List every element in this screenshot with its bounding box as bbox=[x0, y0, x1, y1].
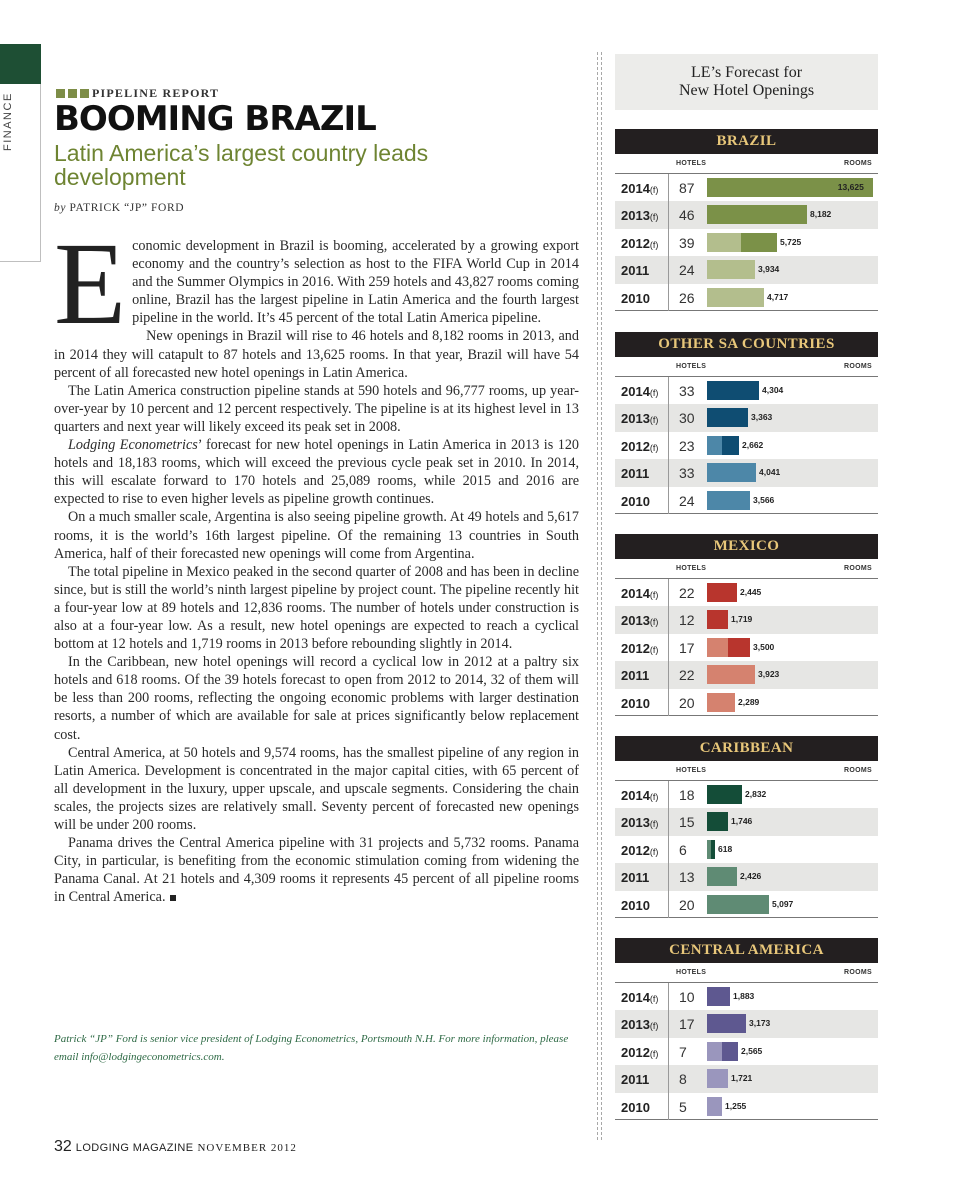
chart-row bbox=[615, 781, 878, 808]
rooms-bar bbox=[707, 288, 764, 307]
rooms-value: 3,566 bbox=[753, 494, 775, 505]
year-label: 2013(f) bbox=[621, 411, 659, 427]
rooms-value: 3,934 bbox=[758, 264, 780, 275]
year-label: 2010 bbox=[621, 493, 650, 509]
forecast-marker: (f) bbox=[649, 819, 659, 830]
rooms-value: 2,565 bbox=[741, 1045, 763, 1056]
rooms-bar-fill bbox=[707, 895, 769, 914]
rooms-bar bbox=[707, 610, 728, 629]
rooms-bar bbox=[707, 463, 756, 482]
rooms-bar-forecast-part bbox=[741, 233, 777, 252]
rooms-bar-fill bbox=[707, 205, 807, 224]
article-paragraph: The Latin America construction pipeline stands at 590 hotels and 96,777 rooms, up year-over-year by 10 percent and 12 percent respectively. The pipeline is at its highest level in 13 quarters and next year will likely exceed its peak set in 2008. bbox=[54, 382, 579, 435]
rooms-value: 4,717 bbox=[767, 291, 789, 302]
rooms-bar-fill bbox=[707, 233, 741, 252]
chart-row bbox=[615, 661, 878, 688]
chart-rows bbox=[615, 377, 878, 514]
chart-title: MEXICO bbox=[615, 534, 878, 559]
rooms-bar bbox=[707, 895, 769, 914]
headline: BOOMING BRAZIL bbox=[54, 99, 376, 139]
rooms-bar bbox=[707, 638, 750, 657]
chart-caribbean bbox=[615, 736, 878, 921]
rooms-bar bbox=[707, 840, 715, 859]
year-label: 2013(f) bbox=[621, 208, 659, 224]
year-label: 2011 bbox=[621, 870, 650, 886]
rooms-value: 1,721 bbox=[731, 1073, 753, 1084]
rooms-value: 1,883 bbox=[733, 991, 755, 1001]
hotels-value: 15 bbox=[679, 814, 695, 831]
hotels-value: 39 bbox=[679, 234, 695, 251]
hotels-value: 7 bbox=[679, 1043, 687, 1060]
rooms-bar-fill bbox=[707, 1014, 746, 1033]
kicker-square-icon bbox=[68, 89, 77, 98]
page-number: 32 bbox=[54, 1138, 72, 1155]
hotels-value: 20 bbox=[679, 896, 695, 913]
chart-brazil bbox=[615, 129, 878, 314]
hotels-header: HOTELS bbox=[676, 767, 707, 774]
chart-row bbox=[615, 459, 878, 486]
article-paragraph: In the Caribbean, new hotel openings will record a cyclical low in 2012 at a paltry six hotels and 618 rooms. Of the 39 hotels forecast to open from 2012 to 2014, 32 of them will be less than 200 rooms, reflecting the ongoing economic problems with larger destination resorts, a number of which are available for sale at prices significantly below replacement cost. bbox=[54, 654, 579, 743]
rooms-bar-fill bbox=[707, 1069, 728, 1088]
hotels-value: 6 bbox=[679, 841, 687, 858]
hotels-value: 23 bbox=[679, 437, 695, 454]
hotels-value: 24 bbox=[679, 262, 695, 279]
rooms-header: ROOMS bbox=[844, 969, 872, 976]
year-label: 2010 bbox=[621, 1099, 650, 1115]
rooms-value: 1,746 bbox=[731, 816, 753, 827]
year-label: 2011 bbox=[621, 263, 650, 279]
hotels-header: HOTELS bbox=[676, 969, 707, 976]
rooms-bar bbox=[707, 693, 735, 712]
chart-other-sa-countries bbox=[615, 332, 878, 517]
year-label: 2013(f) bbox=[621, 613, 659, 629]
chart-row bbox=[615, 284, 878, 311]
year-label: 2011 bbox=[621, 668, 650, 684]
author-bio: Patrick “JP” Ford is senior vice president of Lodging Econometrics, Portsmouth N.H. For more information, please email info@lodgingeconometrics.com. bbox=[54, 1033, 569, 1063]
forecast-marker: (f) bbox=[649, 1021, 659, 1032]
article-paragraph: The total pipeline in Mexico peaked in the second quarter of 2008 and has been in decline since, but is still the world’s ninth largest pipeline by project count. The pipeline recently hit a four-year low at 89 hotels and 12,836 rooms. The number of hotels under construction is also at a four-year low. As a result, new hotel openings are expected to reach a cyclical bottom at 12 hotels and 1,719 rooms in 2013 before rebounding slightly in 2014. bbox=[54, 563, 579, 653]
year-label: 2011 bbox=[621, 1072, 650, 1088]
chart-title: CARIBBEAN bbox=[615, 736, 878, 761]
hotels-value: 17 bbox=[679, 1016, 695, 1033]
chart-row bbox=[615, 689, 878, 716]
rooms-header: ROOMS bbox=[844, 160, 872, 167]
chart-row bbox=[615, 174, 878, 201]
chart-row bbox=[615, 836, 878, 863]
year-label: 2010 bbox=[621, 290, 650, 306]
forecast-marker: (f) bbox=[649, 388, 659, 398]
year-label: 2012(f) bbox=[621, 1044, 659, 1060]
rooms-bar bbox=[707, 583, 737, 602]
rooms-value: 2,426 bbox=[740, 871, 762, 882]
rooms-value: 3,923 bbox=[758, 669, 780, 680]
rooms-bar-forecast-part bbox=[722, 436, 739, 455]
byline-by: by bbox=[54, 202, 67, 214]
chart-row bbox=[615, 1093, 878, 1120]
rooms-bar-forecast-part bbox=[722, 1042, 738, 1061]
chart-central-america bbox=[615, 938, 878, 1123]
rooms-bar-fill bbox=[707, 610, 728, 629]
rooms-bar-fill bbox=[707, 583, 737, 602]
year-label: 2011 bbox=[621, 466, 650, 482]
publication-name: Lodging Econometrics bbox=[68, 437, 198, 454]
forecast-marker: (f) bbox=[649, 1048, 659, 1059]
rooms-bar bbox=[707, 867, 737, 886]
article-paragraph: On a much smaller scale, Argentina is also seeing pipeline growth. At 49 hotels and 5,617 rooms, it is the world’s 16th largest pipeline. Of the remaining 13 countries in South America, half of their forecasted new openings will come from Argentina. bbox=[54, 509, 579, 562]
hotels-header: HOTELS bbox=[676, 160, 707, 167]
sidebar-title-line: LE’s Forecast for bbox=[690, 64, 803, 81]
chart-row bbox=[615, 606, 878, 633]
rooms-bar bbox=[707, 665, 755, 684]
rooms-value: 2,289 bbox=[738, 696, 760, 707]
hotels-value: 12 bbox=[679, 612, 695, 629]
article-body bbox=[54, 218, 580, 906]
rooms-header: ROOMS bbox=[844, 363, 872, 370]
hotels-value: 33 bbox=[679, 383, 695, 399]
hotels-header: HOTELS bbox=[676, 363, 707, 370]
drop-cap: E bbox=[54, 218, 127, 349]
hotels-value: 46 bbox=[679, 207, 695, 224]
rooms-bar-fill bbox=[707, 436, 722, 455]
year-column-rule bbox=[668, 377, 669, 514]
rooms-bar-forecast-part bbox=[728, 638, 750, 657]
chart-row bbox=[615, 377, 878, 404]
section-rule bbox=[40, 84, 41, 262]
chart-title: BRAZIL bbox=[615, 129, 878, 154]
chart-row bbox=[615, 201, 878, 228]
article-paragraph: Central America, at 50 hotels and 9,574 rooms, has the smallest pipeline of any region in Latin America. Development is concentrated in the major capital cities, with 65 percent of all development in the luxury, upper upscale, and upscale segments. Considering the chain scales, the projects sizes are relatively small. Seventy percent of forecasted new openings will be under 200 rooms. bbox=[54, 744, 579, 833]
forecast-marker: (f) bbox=[649, 617, 659, 628]
year-label: 2012(f) bbox=[621, 842, 659, 858]
rooms-value: 2,662 bbox=[742, 439, 764, 450]
year-column-rule bbox=[668, 174, 669, 311]
rooms-bar bbox=[707, 233, 777, 252]
rooms-bar bbox=[707, 812, 728, 831]
article-paragraph-text: Panama drives the Central America pipeline with 31 projects and 5,732 rooms. Panama City, in particular, is benefiting from the economic stimulation coming from widening the Panama Canal. At 21 hotels and 4,309 rooms it represents 45 percent of all pipeline rooms in Central America. bbox=[54, 835, 579, 906]
sidebar-title bbox=[615, 54, 878, 110]
rooms-value: 5,725 bbox=[780, 236, 802, 247]
chart-row bbox=[615, 863, 878, 890]
year-label: 2012(f) bbox=[621, 640, 659, 656]
rooms-bar bbox=[707, 1097, 722, 1116]
rooms-value: 5,097 bbox=[772, 898, 794, 909]
article-paragraph bbox=[54, 834, 579, 906]
column-divider bbox=[601, 52, 602, 1140]
article-paragraph bbox=[54, 436, 579, 508]
article-paragraph: New openings in Brazil will rise to 46 hotels and 8,182 rooms in 2013, and in 2014 they will catapult to 87 hotels and 13,625 rooms. In that year, Brazil will have 54 percent of all forecasted new hotel openings in Latin America. bbox=[54, 328, 579, 381]
hotels-value: 20 bbox=[679, 694, 695, 711]
rooms-value: 4,041 bbox=[759, 467, 781, 478]
chart-row bbox=[615, 432, 878, 459]
sidebar-title-line: New Hotel Openings bbox=[678, 82, 815, 99]
hotels-value: 8 bbox=[679, 1071, 687, 1088]
section-rule-bottom bbox=[0, 261, 41, 262]
rooms-bar-fill bbox=[707, 665, 755, 684]
rooms-value: 4,304 bbox=[762, 385, 784, 395]
hotels-value: 18 bbox=[679, 787, 695, 803]
chart-row bbox=[615, 256, 878, 283]
kicker-square-icon bbox=[80, 89, 89, 98]
hotels-value: 22 bbox=[679, 667, 695, 684]
rooms-bar-forecast-part bbox=[711, 840, 715, 859]
article-paragraph bbox=[54, 218, 579, 349]
column-headers bbox=[615, 559, 878, 579]
year-label: 2014(f) bbox=[621, 788, 659, 803]
rooms-bar bbox=[707, 1014, 746, 1033]
chart-row bbox=[615, 579, 878, 606]
forecast-marker: (f) bbox=[649, 185, 659, 195]
hotels-value: 24 bbox=[679, 492, 695, 509]
forecast-marker: (f) bbox=[649, 415, 659, 426]
magazine-name: LODGING MAGAZINE bbox=[75, 1142, 194, 1154]
chart-row bbox=[615, 487, 878, 514]
rooms-bar-fill bbox=[707, 288, 764, 307]
column-headers bbox=[615, 154, 878, 174]
rooms-bar-fill bbox=[707, 987, 730, 1006]
hotels-value: 5 bbox=[679, 1098, 687, 1115]
rooms-bar bbox=[707, 408, 748, 427]
column-divider bbox=[597, 52, 598, 1140]
hotels-value: 10 bbox=[679, 989, 695, 1005]
article-paragraph-text: conomic development in Brazil is booming, accelerated by a growing export economy and the country’s selection as host to the FIFA World Cup in 2014 and the Summer Olympics in 2016. With 259 hotels and 43,827 rooms coming online, Brazil has the largest pipeline in Latin America and the fourth largest pipeline in the world. It’s 45 percent of the total Latin America pipeline. bbox=[132, 238, 579, 327]
chart-mexico bbox=[615, 534, 878, 719]
rooms-value: 618 bbox=[718, 843, 733, 854]
hotels-value: 13 bbox=[679, 869, 695, 886]
chart-row bbox=[615, 229, 878, 256]
rooms-bar-fill bbox=[707, 408, 748, 427]
chart-rows bbox=[615, 983, 878, 1120]
section-tab bbox=[0, 44, 41, 84]
rooms-header: ROOMS bbox=[844, 767, 872, 774]
column-headers bbox=[615, 357, 878, 377]
hotels-value: 33 bbox=[679, 465, 695, 482]
rooms-bar-fill bbox=[707, 463, 756, 482]
rooms-value: 13,625 bbox=[837, 182, 864, 192]
forecast-marker: (f) bbox=[649, 792, 659, 802]
rooms-bar-fill bbox=[707, 1042, 722, 1061]
chart-row bbox=[615, 404, 878, 431]
column-headers bbox=[615, 761, 878, 781]
year-label: 2014(f) bbox=[621, 990, 659, 1005]
rooms-bar-fill bbox=[707, 1097, 722, 1116]
chart-row bbox=[615, 983, 878, 1010]
year-label: 2010 bbox=[621, 897, 650, 913]
chart-title: CENTRAL AMERICA bbox=[615, 938, 878, 963]
rooms-bar-fill bbox=[707, 381, 759, 400]
chart-rows bbox=[615, 781, 878, 918]
byline bbox=[54, 202, 184, 214]
year-column-rule bbox=[668, 579, 669, 716]
year-label: 2014(f) bbox=[621, 384, 659, 399]
end-mark-icon bbox=[170, 895, 176, 901]
chart-row bbox=[615, 1038, 878, 1065]
forecast-marker: (f) bbox=[649, 212, 659, 223]
rooms-bar-fill bbox=[707, 812, 728, 831]
forecast-marker: (f) bbox=[649, 442, 659, 453]
forecast-marker: (f) bbox=[649, 644, 659, 655]
hotels-value: 30 bbox=[679, 410, 695, 427]
kicker-text: PIPELINE REPORT bbox=[92, 85, 220, 100]
year-label: 2013(f) bbox=[621, 1017, 659, 1033]
rooms-value: 3,500 bbox=[753, 641, 775, 652]
rooms-value: 2,832 bbox=[745, 789, 767, 799]
year-label: 2012(f) bbox=[621, 438, 659, 454]
year-label: 2013(f) bbox=[621, 815, 659, 831]
hotels-value: 26 bbox=[679, 289, 695, 306]
hotels-value: 87 bbox=[679, 180, 695, 196]
rooms-value: 1,255 bbox=[725, 1100, 747, 1111]
chart-row bbox=[615, 891, 878, 918]
article-paragraph-text: ’ forecast for new hotel openings in Latin America in 2013 is 120 hotels and 18,183 rooms, which will exceed the previous cycle peak set in 2010. In 2014, this will escalate forward to 170 hotels and 25,089 rooms, while 2015 and 2016 are expected to rise to even higher levels as pipeline growth continues. bbox=[54, 437, 580, 508]
hotels-header: HOTELS bbox=[676, 565, 707, 572]
rooms-value: 2,445 bbox=[740, 587, 762, 597]
rooms-bar-fill bbox=[707, 260, 755, 279]
chart-row bbox=[615, 1010, 878, 1037]
year-label: 2012(f) bbox=[621, 235, 659, 251]
rooms-bar bbox=[707, 987, 730, 1006]
rooms-value: 1,719 bbox=[731, 614, 753, 625]
byline-author: PATRICK “JP” FORD bbox=[69, 202, 185, 214]
kicker-square-icon bbox=[56, 89, 65, 98]
chart-rows bbox=[615, 579, 878, 716]
chart-title: OTHER SA COUNTRIES bbox=[615, 332, 878, 357]
column-headers bbox=[615, 963, 878, 983]
rooms-bar-fill bbox=[707, 785, 742, 804]
year-column-rule bbox=[668, 983, 669, 1120]
page-footer bbox=[54, 1138, 297, 1156]
chart-row bbox=[615, 808, 878, 835]
rooms-bar-fill bbox=[707, 693, 735, 712]
year-column-rule bbox=[668, 781, 669, 918]
hotels-value: 22 bbox=[679, 585, 695, 601]
chart-rows bbox=[615, 174, 878, 311]
year-label: 2010 bbox=[621, 695, 650, 711]
rooms-bar-fill bbox=[707, 491, 750, 510]
rooms-value: 3,363 bbox=[751, 412, 773, 423]
rooms-header: ROOMS bbox=[844, 565, 872, 572]
rooms-bar bbox=[707, 436, 739, 455]
rooms-bar bbox=[707, 491, 750, 510]
chart-row bbox=[615, 1065, 878, 1092]
kicker bbox=[56, 86, 219, 100]
year-label: 2014(f) bbox=[621, 586, 659, 601]
rooms-bar bbox=[707, 1069, 728, 1088]
chart-row bbox=[615, 634, 878, 661]
forecast-marker: (f) bbox=[649, 994, 659, 1004]
rooms-bar bbox=[707, 381, 759, 400]
forecast-marker: (f) bbox=[649, 846, 659, 857]
hotels-value: 17 bbox=[679, 639, 695, 656]
forecast-marker: (f) bbox=[649, 239, 659, 250]
rooms-value: 8,182 bbox=[810, 209, 832, 220]
issue-date: NOVEMBER 2012 bbox=[197, 1142, 297, 1154]
subhead: Latin America’s largest country leads development bbox=[54, 140, 429, 190]
rooms-value: 3,173 bbox=[749, 1018, 771, 1029]
rooms-bar-fill bbox=[707, 867, 737, 886]
rooms-bar bbox=[707, 205, 807, 224]
rooms-bar-fill bbox=[707, 638, 728, 657]
section-label: FINANCE bbox=[2, 92, 14, 152]
rooms-bar bbox=[707, 1042, 738, 1061]
year-label: 2014(f) bbox=[621, 181, 659, 196]
rooms-bar bbox=[707, 785, 742, 804]
rooms-bar bbox=[707, 260, 755, 279]
forecast-marker: (f) bbox=[649, 590, 659, 600]
